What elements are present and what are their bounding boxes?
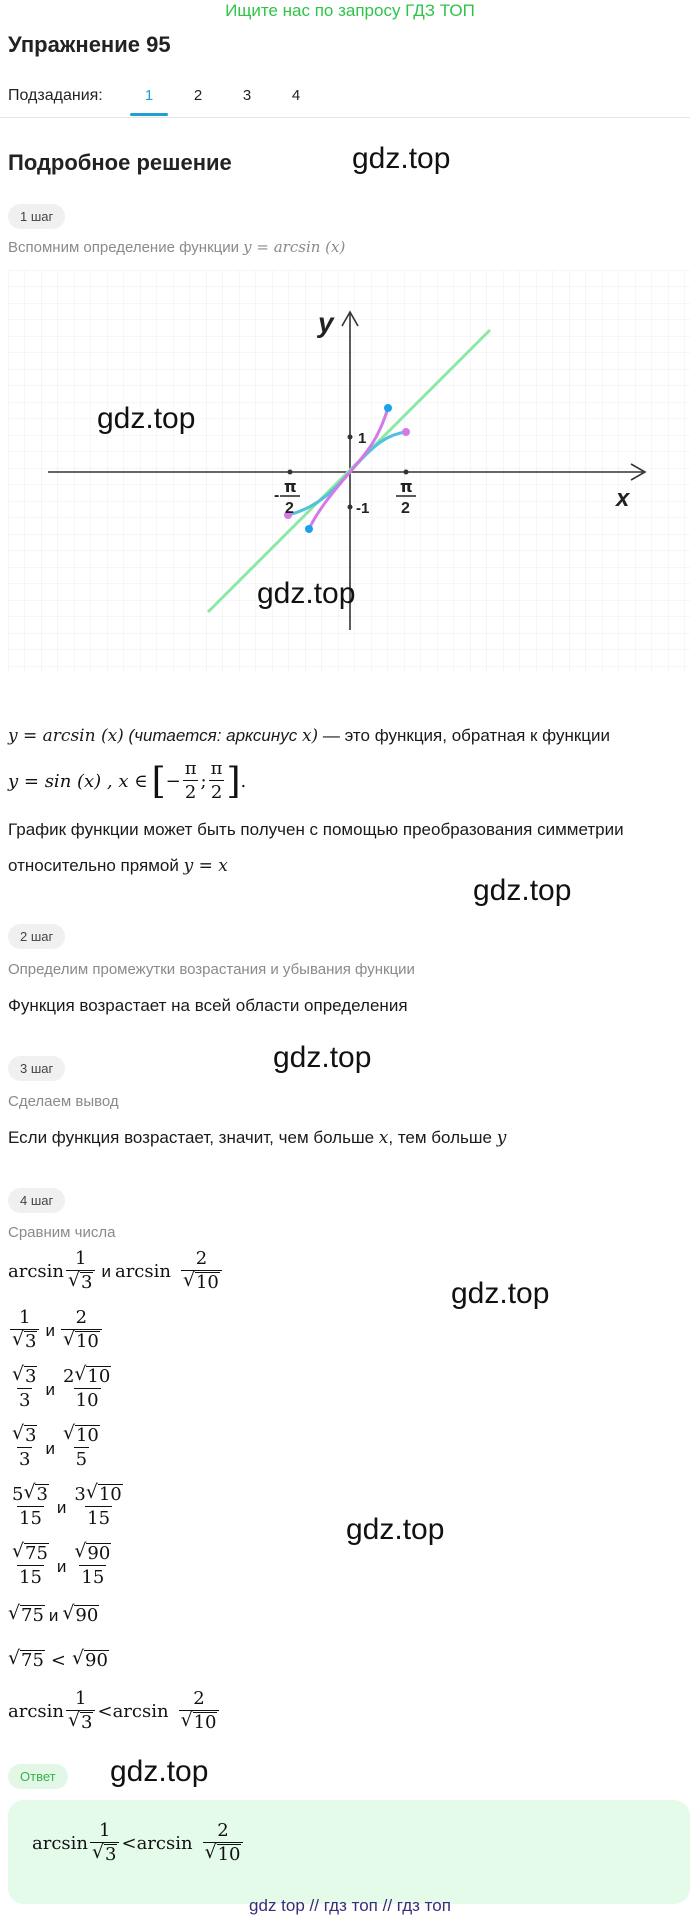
answer-formula (32, 1820, 245, 1867)
frac-1-sqrt3 (10, 1307, 39, 1354)
frac-sqrt3-3 (10, 1425, 39, 1472)
step-caption-1-text: Вспомним определение функции (8, 239, 239, 256)
answer-badge: Ответ (8, 1764, 68, 1789)
frac-1-sqrt3 (90, 1820, 119, 1867)
radicand: 10 (195, 1272, 219, 1293)
radicand: 10 (87, 1366, 111, 1387)
period: . (240, 771, 247, 792)
frac-num: 5√ 3 (10, 1484, 51, 1506)
solution-title: Подробное решение (8, 150, 232, 175)
arcsin-graph (8, 270, 690, 673)
sqrt (12, 1366, 37, 1388)
step-1-text-line-4 (8, 848, 228, 884)
step-caption-1-formula: y = arcsin (x) (243, 238, 346, 256)
step-3-text (8, 1120, 506, 1156)
definition-text: — это функция, обратная к функции (322, 726, 611, 745)
sqrt (86, 1484, 123, 1506)
sqrt (181, 1711, 218, 1735)
point-sin-left (305, 525, 313, 533)
compare-line-3 (8, 1366, 115, 1413)
tick-label-minus: - (274, 487, 280, 504)
frac-num: 1 (19, 1307, 31, 1328)
radicand: 3 (25, 1425, 37, 1446)
radicand: 90 (75, 1605, 99, 1626)
step-caption-4: Сравним числа (8, 1224, 116, 1241)
sqrt (74, 1366, 111, 1388)
frac-den (10, 1329, 39, 1354)
radicand: 10 (217, 1844, 241, 1865)
radicand: 10 (75, 1425, 99, 1446)
point-arcsin-right (402, 428, 410, 436)
compare-line-2 (8, 1307, 104, 1354)
subtasks-bar (0, 82, 690, 118)
frac-den (66, 1710, 95, 1735)
sqrt (62, 1605, 99, 1626)
promo-banner[interactable]: Ищите нас по запросу ГДЗ ТОП (225, 1, 475, 20)
subtasks-label: Подзадания: (8, 87, 103, 104)
and-word: и (101, 1261, 111, 1281)
frac-num: 1 (99, 1820, 111, 1841)
footer-sep: // (309, 1896, 319, 1915)
step-1-text-line-3: График функции может быть получен с помощью преобразования симметрии (8, 820, 624, 839)
fn-arcsin: arcsin (8, 1261, 65, 1282)
radicand: 3 (81, 1712, 93, 1733)
frac-den (179, 1710, 220, 1735)
sqrt (68, 1711, 93, 1735)
frac-num (10, 1366, 39, 1388)
subtask-tab-4[interactable]: 4 (291, 87, 301, 104)
active-tab-indicator (130, 113, 168, 116)
frac-den (90, 1842, 119, 1867)
tick-x-minus-pi-half (288, 470, 293, 475)
sqrt (92, 1843, 117, 1867)
line-4-formula: y = x (183, 856, 228, 876)
frac-num: 2 (195, 1248, 208, 1269)
y-axis-label: y (318, 307, 334, 338)
compare-line-8 (8, 1650, 109, 1671)
and-word: и (48, 1605, 59, 1625)
compare-line-1 (8, 1248, 224, 1295)
tick-y-1 (348, 435, 353, 440)
radicand: 90 (87, 1543, 111, 1564)
frac-den: 15 (19, 1567, 42, 1588)
frac-3sqrt10-15 (72, 1484, 124, 1531)
frac-pi-2-a (183, 758, 199, 805)
radicand: 10 (98, 1484, 122, 1505)
watermark: gdz.top (110, 1755, 209, 1788)
sqrt (12, 1330, 37, 1354)
frac-2-sqrt10 (179, 1688, 220, 1735)
tick-x-pi-half (404, 470, 409, 475)
frac-den (61, 1329, 102, 1354)
frac-2-sqrt10 (61, 1307, 102, 1354)
compare-line-4 (8, 1425, 104, 1472)
frac-den: 5 (75, 1449, 88, 1470)
step-badge-2: 2 шаг (8, 924, 65, 949)
watermark: gdz.top (273, 1041, 372, 1074)
radicand: 90 (85, 1650, 108, 1671)
watermark: gdz.top (346, 1513, 445, 1546)
neg-sign: − (165, 771, 181, 792)
frac-num (10, 1543, 51, 1565)
sqrt (12, 1425, 37, 1447)
step-3-text-a: Если функция возрастает, значит, чем больше (8, 1128, 375, 1147)
compare-line-9 (8, 1688, 221, 1735)
frac-num (10, 1425, 39, 1447)
frac-1-sqrt3 (66, 1688, 95, 1735)
frac-num: 2 (75, 1307, 88, 1328)
less-than: < (50, 1650, 66, 1671)
footer-link-3[interactable]: гдз топ (396, 1896, 451, 1915)
reading-note: (читается: арксинус (128, 726, 298, 745)
frac-2-sqrt10 (181, 1248, 222, 1295)
watermark: gdz.top (257, 577, 356, 610)
step-badge-4: 4 шаг (8, 1188, 65, 1213)
and-word: и (45, 1438, 55, 1458)
frac-num: 2 (193, 1688, 205, 1709)
step-3-var-x: x (378, 1128, 389, 1148)
frac-1-sqrt3 (66, 1248, 95, 1295)
fn-arcsin: arcsin (32, 1833, 89, 1854)
less-than: < (97, 1701, 113, 1722)
frac-num (72, 1543, 113, 1565)
sqrt (63, 1425, 100, 1447)
fn-arcsin: arcsin (112, 1701, 169, 1722)
frac-sqrt3-3 (10, 1366, 39, 1413)
frac-sqrt90-15 (72, 1543, 113, 1590)
frac-den: 15 (81, 1567, 105, 1588)
frac-num: 3√ 10 (72, 1484, 124, 1506)
footer-links (0, 1896, 700, 1916)
bracket-open: [ (151, 761, 166, 802)
footer-sep: // (382, 1896, 393, 1915)
frac-den: 15 (87, 1508, 111, 1529)
subtask-tab-1[interactable]: 1 (144, 87, 154, 104)
frac-den (181, 1270, 222, 1295)
frac-num: 1 (75, 1248, 87, 1269)
formula-arcsin: y = arcsin (x) (8, 726, 124, 746)
tick-label-y-1: 1 (358, 430, 367, 447)
subtask-tab-3[interactable]: 3 (242, 87, 252, 104)
radicand: 75 (21, 1650, 44, 1671)
step-1-text-line-2 (8, 758, 246, 805)
radicand: 10 (75, 1331, 99, 1352)
frac-pi-2-b (209, 758, 225, 805)
radicand: 3 (36, 1484, 48, 1505)
frac-den: 15 (19, 1508, 42, 1529)
step-caption-3: Сделаем вывод (8, 1093, 119, 1110)
step-3-text-b: , тем больше (388, 1128, 492, 1147)
frac-den: 10 (75, 1390, 99, 1411)
sqrt (63, 1330, 100, 1354)
frac-den: 3 (19, 1449, 31, 1470)
watermark: gdz.top (473, 874, 572, 907)
semicolon: ; (200, 771, 207, 792)
step-1-text-line-1 (8, 718, 610, 754)
tick-label-neg-pi: π (284, 477, 297, 496)
sqrt (72, 1650, 109, 1671)
sqrt (74, 1543, 111, 1565)
sqrt (68, 1271, 93, 1295)
tick-y-minus-1 (348, 505, 353, 510)
formula-sin-domain: y = sin (x) , x ∈ (8, 771, 148, 792)
sqrt (12, 1543, 49, 1565)
and-word: и (56, 1497, 67, 1517)
point-sin-right (384, 404, 392, 412)
page-title: Упражнение 95 (8, 32, 171, 57)
radicand: 75 (21, 1605, 44, 1626)
frac-num: π (184, 758, 197, 779)
frac-sqrt75-15 (10, 1543, 51, 1590)
footer-link-1[interactable]: gdz top (249, 1896, 305, 1915)
frac-den (203, 1842, 244, 1867)
frac-num (61, 1425, 102, 1447)
tick-label-pi: π (400, 477, 413, 496)
line-4-text: относительно прямой (8, 856, 179, 875)
frac-den: 2 (184, 782, 197, 803)
sqrt (23, 1484, 48, 1506)
sqrt (205, 1843, 242, 1867)
fn-arcsin: arcsin (114, 1261, 171, 1282)
radicand: 75 (25, 1543, 48, 1564)
footer-link-2[interactable]: гдз топ (323, 1896, 378, 1915)
frac-num: π (210, 758, 223, 779)
radicand: 3 (25, 1331, 37, 1352)
frac-num: 1 (75, 1688, 87, 1709)
step-caption-2: Определим промежутки возрастания и убывания функции (8, 961, 415, 978)
tick-label-two: 2 (401, 500, 410, 517)
frac-2sqrt10-10 (61, 1366, 113, 1413)
frac-sqrt10-5 (61, 1425, 102, 1472)
step-caption-1 (8, 238, 345, 256)
step-badge-3: 3 шаг (8, 1056, 65, 1081)
less-than: < (121, 1833, 137, 1854)
compare-line-7 (8, 1605, 99, 1626)
sqrt (8, 1650, 45, 1671)
subtask-tab-2[interactable]: 2 (193, 87, 203, 104)
radicand: 10 (193, 1712, 217, 1733)
compare-line-6 (8, 1543, 115, 1590)
sqrt (183, 1271, 220, 1295)
reading-var: x) (301, 726, 319, 746)
tick-label-neg-two: 2 (285, 500, 294, 517)
compare-line-5 (8, 1484, 127, 1531)
frac-2-sqrt10 (203, 1820, 244, 1867)
fn-arcsin: arcsin (136, 1833, 193, 1854)
step-3-var-y: y (496, 1128, 507, 1148)
radicand: 3 (105, 1844, 117, 1865)
and-word: и (45, 1320, 55, 1340)
frac-den (66, 1270, 95, 1295)
sqrt (8, 1605, 45, 1626)
watermark: gdz.top (451, 1277, 550, 1310)
x-axis-label: x (616, 485, 630, 512)
tick-label-y-minus-1: -1 (356, 500, 370, 517)
watermark: gdz.top (97, 402, 196, 435)
fn-arcsin: arcsin (8, 1701, 65, 1722)
and-word: и (45, 1379, 55, 1399)
watermark: gdz.top (352, 142, 451, 175)
frac-den: 2 (210, 782, 223, 803)
frac-num: 2 (217, 1820, 229, 1841)
frac-5sqrt3-15 (10, 1484, 51, 1531)
step-badge-1: 1 шаг (8, 204, 65, 229)
radicand: 3 (81, 1272, 93, 1293)
frac-num: 2√ 10 (61, 1366, 113, 1388)
step-2-text: Функция возрастает на всей области определения (8, 996, 408, 1015)
frac-den: 3 (19, 1390, 31, 1411)
and-word: и (56, 1556, 67, 1576)
bracket-close: ] (226, 761, 241, 802)
radicand: 3 (25, 1366, 37, 1387)
